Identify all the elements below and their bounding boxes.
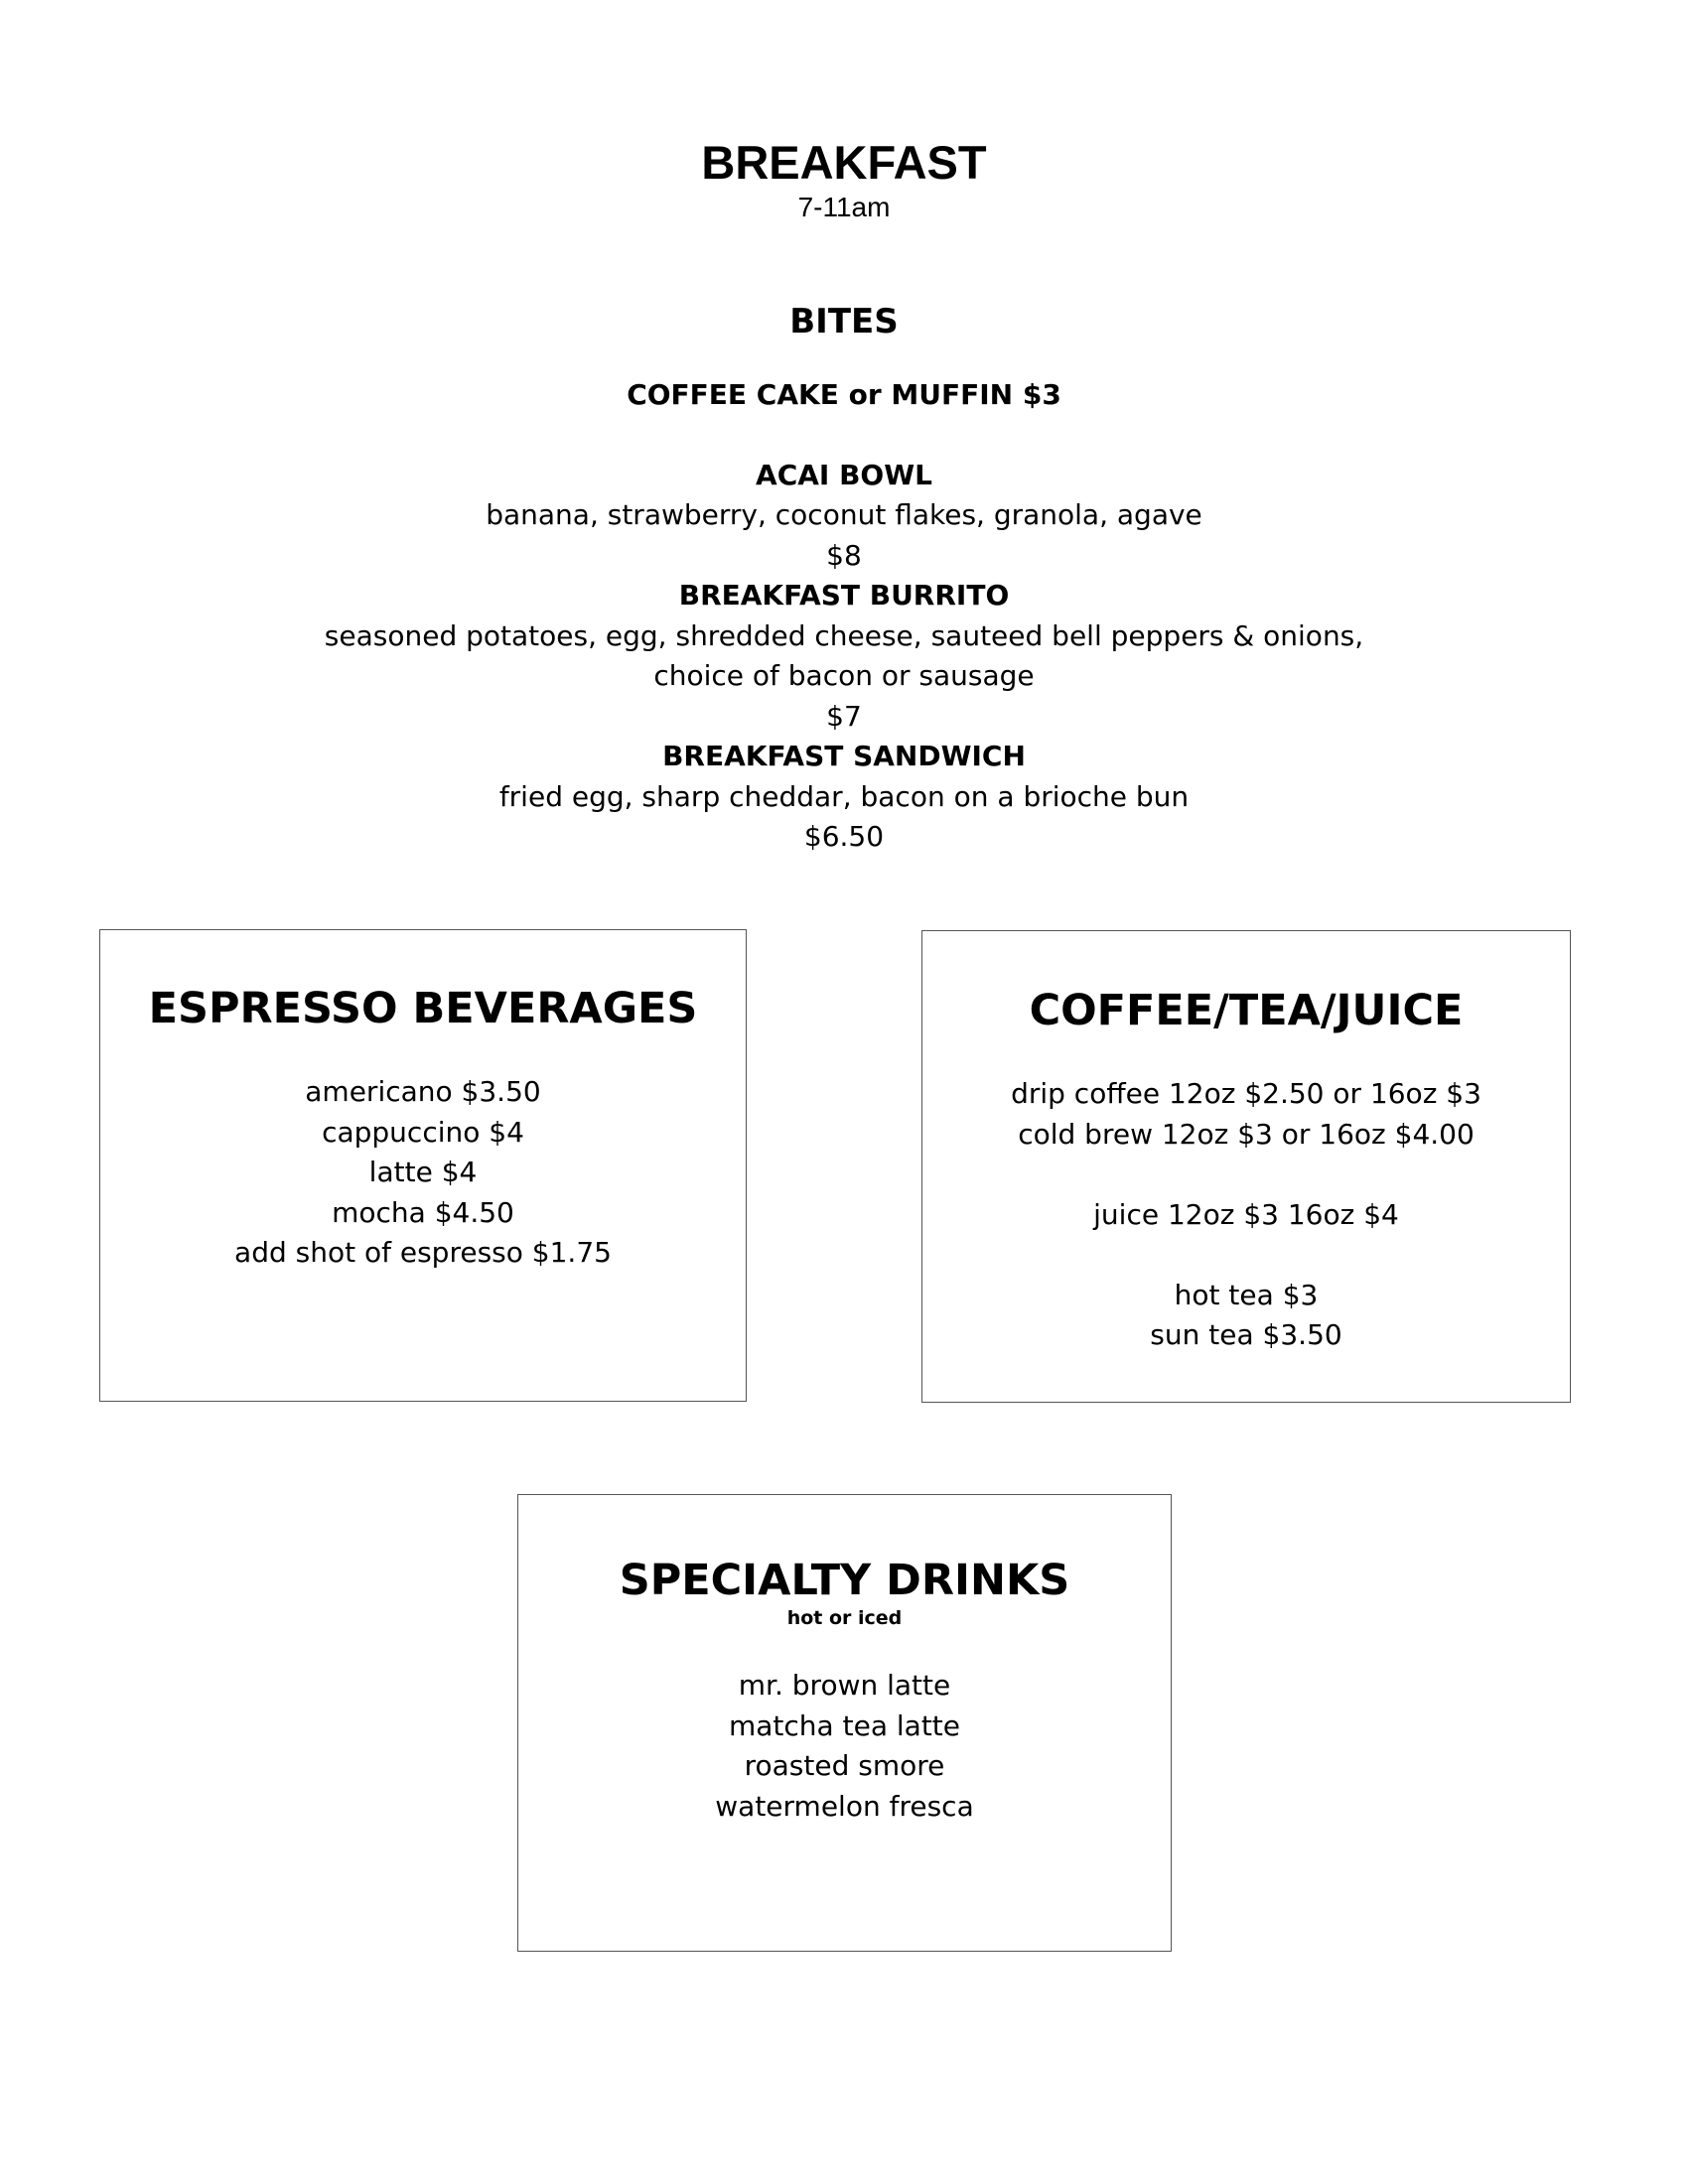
bites-item-breakfast-burrito: BREAKFAST BURRITO <box>678 579 1010 612</box>
spacer <box>0 416 1688 456</box>
list-item: watermelon fresca <box>715 1789 974 1823</box>
coffee-tea-juice-box <box>921 930 1571 1403</box>
coffee-tea-juice-list <box>922 1074 1570 1356</box>
bites-item-coffee-cake: COFFEE CAKE or MUFFIN $3 <box>627 378 1061 411</box>
spacer <box>922 1155 1570 1195</box>
specialty-drinks-subheading: hot or iced <box>786 1607 903 1629</box>
bites-list <box>0 375 1688 858</box>
espresso-beverages-box <box>99 929 747 1402</box>
espresso-beverages-list <box>100 1072 746 1274</box>
page-title: BREAKFAST <box>701 136 987 189</box>
acai-bowl-description: banana, strawberry, coconut flakes, granola, agave <box>486 498 1202 531</box>
breakfast-burrito-price: $7 <box>826 699 862 733</box>
breakfast-burrito-description-line-2: choice of bacon or sausage <box>653 659 1035 692</box>
list-item: matcha tea latte <box>729 1708 960 1742</box>
list-item: sun tea $3.50 <box>1150 1318 1342 1351</box>
bites-item-breakfast-sandwich: BREAKFAST SANDWICH <box>662 740 1026 772</box>
specialty-drinks-list <box>518 1666 1171 1827</box>
breakfast-sandwich-description: fried egg, sharp cheddar, bacon on a brioche bun <box>498 779 1190 813</box>
service-hours: 7-11am <box>797 192 891 222</box>
coffee-tea-juice-heading: COFFEE/TEA/JUICE <box>1029 986 1464 1035</box>
list-item: mocha $4.50 <box>332 1195 514 1229</box>
specialty-drinks-heading: SPECIALTY DRINKS <box>619 1556 1070 1605</box>
breakfast-sandwich-price: $6.50 <box>803 820 885 853</box>
list-item: add shot of espresso $1.75 <box>234 1236 612 1269</box>
list-item: mr. brown latte <box>738 1669 951 1702</box>
list-item: cappuccino $4 <box>322 1115 524 1149</box>
spacer <box>922 1235 1570 1276</box>
list-item: juice 12oz $3 16oz $4 <box>1093 1197 1399 1231</box>
espresso-beverages-heading: ESPRESSO BEVERAGES <box>148 984 698 1033</box>
list-item: drip coffee 12oz $2.50 or 16oz $3 <box>1011 1077 1481 1110</box>
specialty-drinks-box <box>517 1494 1172 1952</box>
bites-heading: BITES <box>789 302 899 341</box>
list-item: americano $3.50 <box>305 1075 541 1108</box>
breakfast-burrito-description-line-1: seasoned potatoes, egg, shredded cheese, sauteed bell peppers & onions, <box>324 618 1364 652</box>
bites-item-acai-bowl: ACAI BOWL <box>756 458 932 491</box>
list-item: hot tea $3 <box>1174 1278 1319 1311</box>
list-item: latte $4 <box>368 1156 478 1188</box>
acai-bowl-price: $8 <box>826 538 862 572</box>
list-item: cold brew 12oz $3 or 16oz $4.00 <box>1018 1117 1475 1151</box>
list-item: roasted smore <box>744 1749 945 1782</box>
